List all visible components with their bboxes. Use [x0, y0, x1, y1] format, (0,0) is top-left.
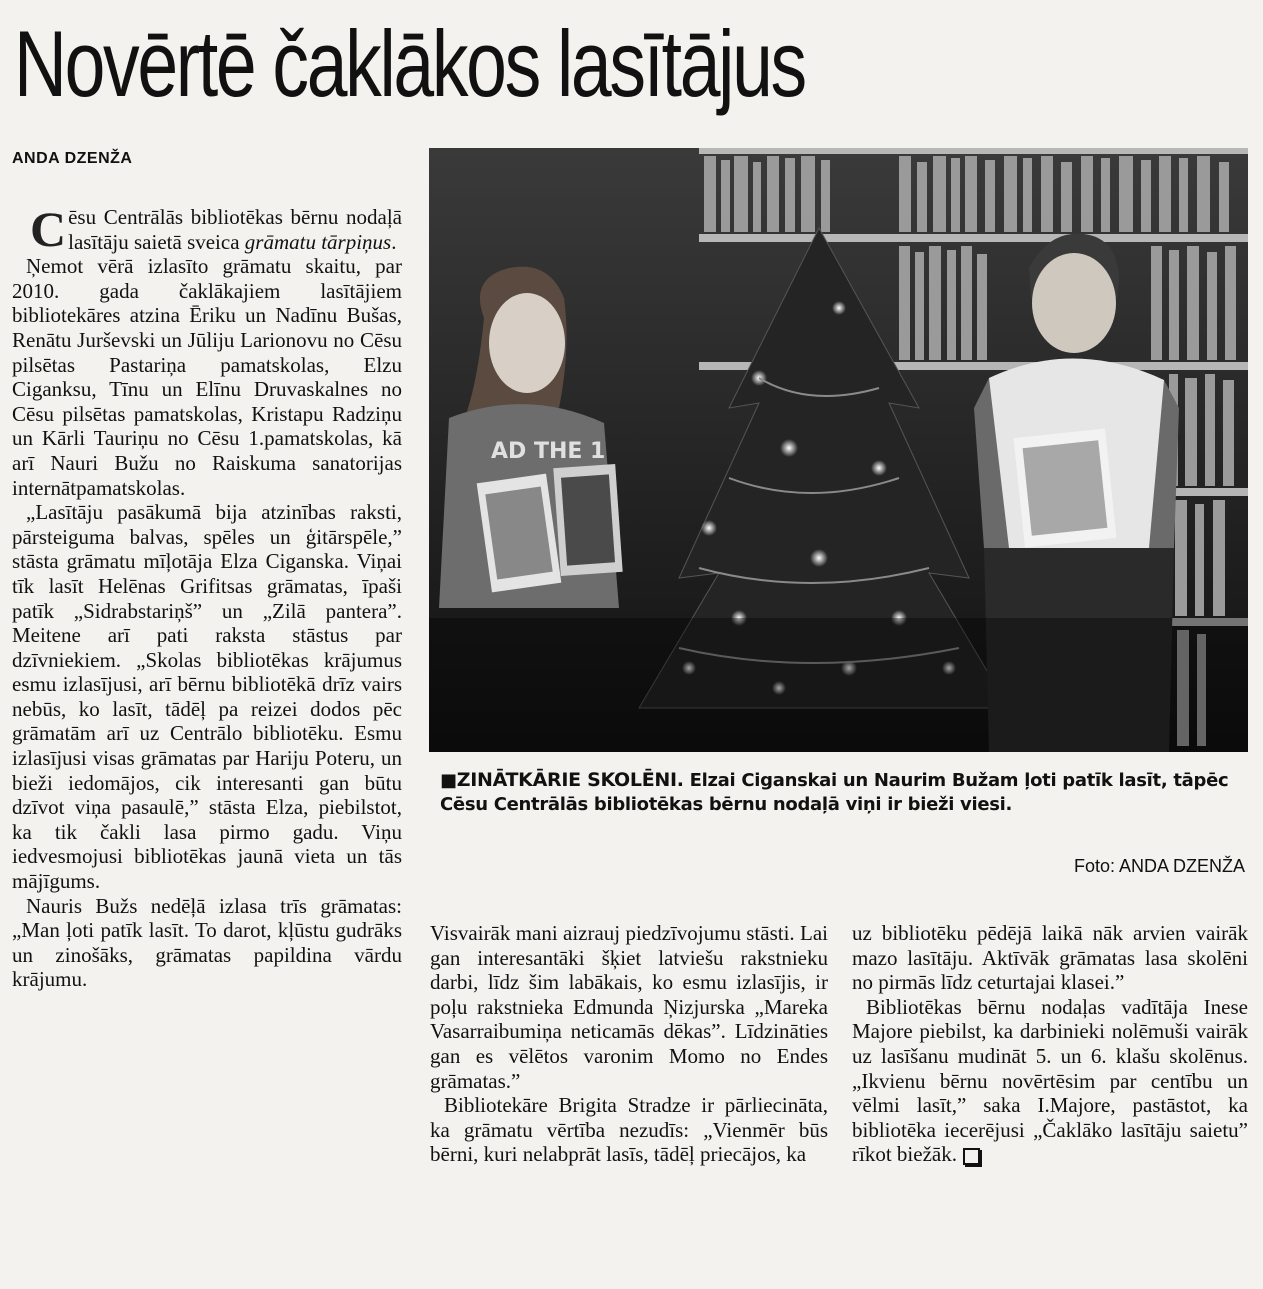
lead-italic: grāmatu tārpiņus [244, 229, 392, 254]
photo-illustration [429, 148, 1248, 752]
lead-text: ēsu Centrālās bibliotēkas bērnu nodaļā lasītāju saietā sveica [68, 205, 402, 254]
photo-credit: Foto: ANDA DZENŽA [1073, 856, 1245, 876]
caption-text: Elzai Ciganskai un Naurim Bužam ļoti patīk lasīt, tāpēc Cēsu Centrālās bibliotēkas bērnu nodaļā viņi ir bieži viesi. [440, 770, 1229, 815]
majore-text: Bibliotēkas bērnu nodaļas vadītāja Inese Majore piebilst, ka darbinieki nolēmuši vairāk uz lasīšanu mudināt 5. un 6. klašu skolēnus. „Ikvienu bērnu novērtēsim par centību un vēlmi lasīt,” saka I.Majore, pastāstot, ka bibliotēka iecerējusi „Čaklāko lasītāju saietu” rīkot biežāk. [852, 994, 1248, 1167]
paragraph-nauris-start: Nauris Bužs nedēļā izlasa trīs grāmatas: „Man ļoti patīk lasīt. To darot, kļūstu gudrāks un zinošāks, grāmatas papildina vārdu krājumu. [12, 893, 402, 992]
end-mark-icon [963, 1148, 980, 1165]
paragraph-stradze: Bibliotekāre Brigita Stradze ir pārliecināta, ka grāmatu vērtība nezudīs: „Vienmēr būs bērni, kuri nelabprāt lasīs, tādēļ priecājos, ka [430, 1093, 828, 1167]
paragraph-majore [852, 995, 1248, 1167]
paragraph-stradze-cont: uz bibliotēku pēdējā laikā nāk arvien vairāk mazo lasītāju. Aktīvāk grāmatas lasa skolēni no pirmās līdz ceturtajai klasei.” [852, 921, 1248, 995]
drop-cap: C [30, 201, 67, 257]
lead-end: . [391, 229, 397, 254]
photo [429, 148, 1248, 752]
paragraph-nauris-cont: Visvairāk mani aizrauj piedzīvojumu stāsti. Lai gan interesantāki šķiet latviešu rakstnieku darbi, līdz šim labākais, ko esmu izlasījis, ir poļu rakstnieka Edmunda Ņizjurska „Mareka Vasarraibumiņa neticamās dēkas”. Līdzināties gan es vēlētos varonim Momo no Endes grāmatas.” [430, 921, 828, 1093]
paragraph-elza: „Lasītāju pasākumā bija atzinības raksti, pārsteiguma balvas, spēles un ģitārspēle,” stāsta grāmatu mīļotāja Elza Ciganska. Viņai tīk lasīt Helēnas Grifitsas grāmatas, īpaši patīk „Sidrabstariņš” un „Zilā pantera”. Meitene arī pati raksta stāstus par dzīvniekiem. „Skolas bibliotēkas krājumus esmu izlasījusi, arī bērnu bibliotēkā drīz vairs nebūs, ko lasīt, tādēļ pa reizei dodos pēc grāmatām arī uz Centrālo bibliotēku. Esmu izlasījusi visas grāmatas par Hariju Poteru, un bieži iedomājos, cik interesanti gan būtu dzīvot viņa pasaulē,” stāsta Elza, piebilstot, ka tik čakli lasa pirmo gadu. Viņu iedvesmojusi bibliotēkas jaunā vieta un tās mājīgums. [12, 500, 402, 894]
article-column-3 [852, 921, 1248, 1167]
byline: ANDA DZENŽA [12, 150, 133, 167]
lead-paragraph [12, 201, 402, 257]
shirt-print: AD THE 1 [491, 439, 606, 464]
headline: Novērtē čaklākos lasītājus [14, 11, 805, 116]
photo-caption [440, 768, 1240, 817]
article-column-2 [430, 921, 828, 1167]
article-column-1 [12, 201, 402, 992]
paragraph-readers: Ņemot vērā izlasīto grāmatu skaitu, par 2010. gada čaklākajiem lasītājiem bibliotekāres atzina Ēriku un Nadīnu Bušas, Renātu Jurševski un Jūliju Larionovu no Cēsu pilsētas Pastariņa pamatskolas, Elzu Ciganksu, Tīnu un Elīnu Druvaskalnes no Cēsu pilsētas pamatskolas, Kristapu Radziņu un Kārli Tauriņu no Cēsu 1.pamatskolas, kā arī Nauri Bužu no Raiskuma sanatorijas internātpamatskolas. [12, 254, 402, 500]
caption-lead: ZINĀTKĀRIE SKOLĒNI. [456, 769, 684, 791]
caption-bullet: ■ [440, 770, 457, 791]
